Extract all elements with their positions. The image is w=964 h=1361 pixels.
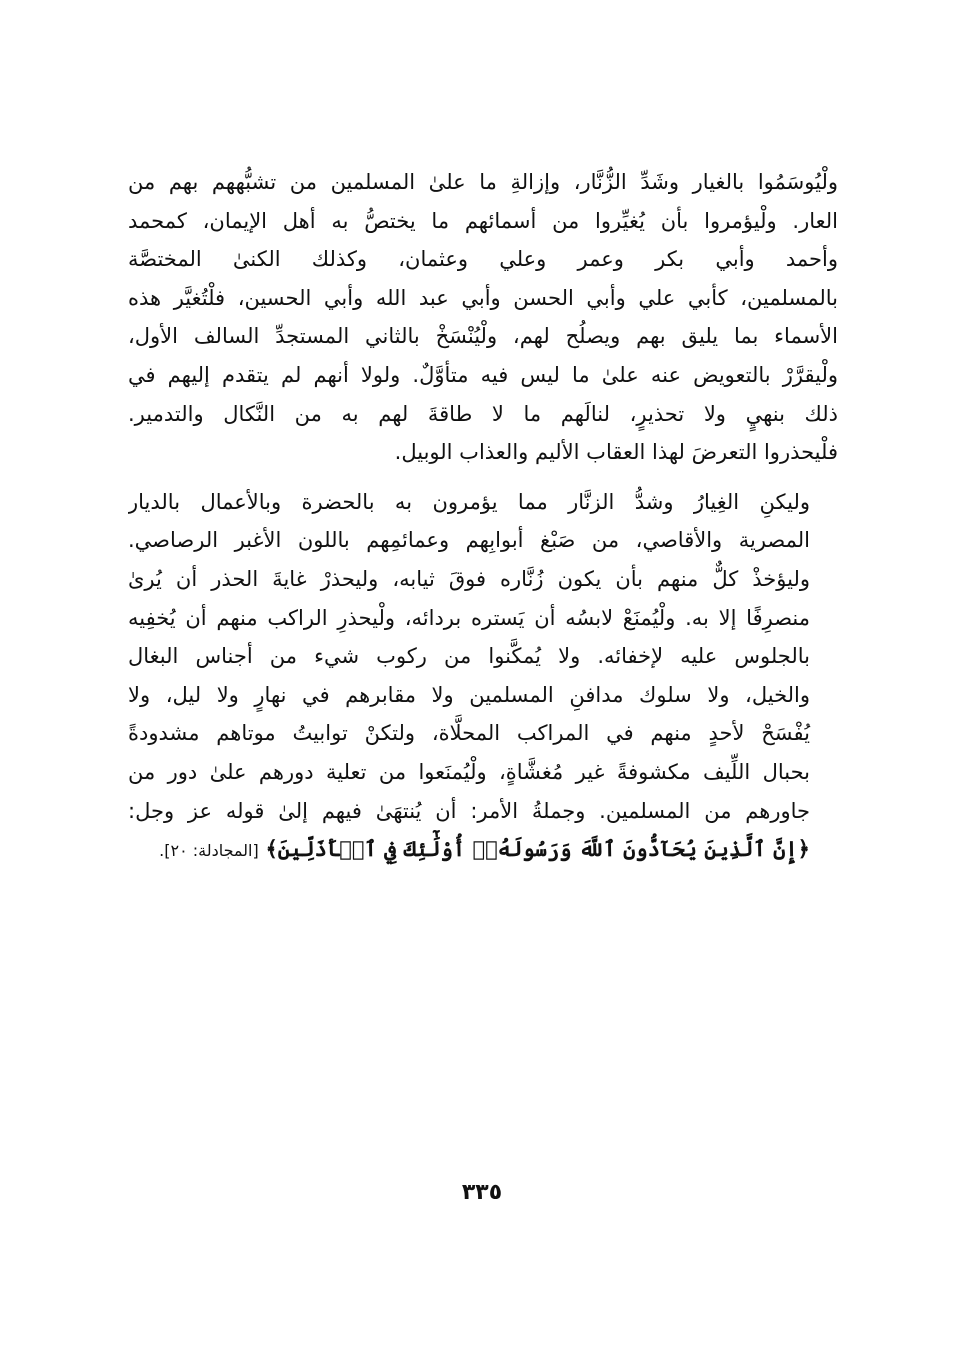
text-line: جاورهم من المسلمين. وجملةُ الأمر: أن يُنتهَىٰ فيهم إلىٰ قوله عز وجل:: [128, 798, 810, 823]
text-line: الأسماء بما يليق بهم ويصلُح لهم، ولْيُنْسَخْ بالثاني المستجدِّ السالف الأول،: [128, 324, 838, 349]
text-line: ولْيقرَّرْ بالتعويض عنه علىٰ ما ليس فيه متأوَّلٌ. ولولا أنهم لم يتقدم إليهم في: [128, 362, 838, 387]
text-line: يُفْسَحْ لأحدٍ منهم في المراكب المحلَّاة، ولتكنْ توابيتُ موتاهم مشدودةً: [128, 721, 810, 746]
page-number: ٣٣٥: [461, 1180, 503, 1205]
text-line: وأحمد وأبي بكر وعمر وعلي وعثمان، وكذلك الكنىٰ المختصَّة: [128, 247, 838, 272]
text-line: بالمسلمين، كأبي علي وأبي الحسن وأبي عبد الله وأبي الحسين، فلْتُغيَّر هذه: [128, 285, 838, 310]
text-line: بالجلوس عليه لإخفائه. ولا يُمكَّنوا من ركوب شيء من أجناس البغال: [128, 644, 810, 669]
verse-citation: [المجادلة: ٢٠].: [159, 841, 259, 861]
text-line: والخيل، ولا سلوك مدافنِ المسلمين ولا مقابرهم في نهارٍ ولا ليل، ولا: [128, 682, 810, 707]
text-line: بحبال اللِّيف مكشوفةً غير مُغشَّاةٍ، ولْيُمنَعوا من تعلية دورهم علىٰ دور من: [128, 759, 810, 784]
text-line: العار. ولْيؤمروا بأن يُغيِّروا من أسمائهم ما يختصُّ به أهل الإيمان، كمحمد: [128, 208, 838, 233]
body-text: [128, 163, 838, 871]
text-line: وليؤخذْ كلٌّ منهم بأن يكون زُنَّاره فوقَ ثيابه، وليحذرْ غايةَ الحذر أن يُرىٰ: [128, 566, 810, 591]
text-line: فلْيحذروا التعرضَ لهذا العقاب الأليم والعذاب الوبيل.: [394, 440, 838, 465]
text-line: وليكنِ الغِيارُ وشدُّ الزنَّار مما يؤمرون به بالحضرة وبالأعمال بالديار: [128, 489, 810, 514]
paragraph-2: [128, 483, 838, 871]
paragraph-1: [128, 163, 838, 472]
text-line: ولْيُوسَمُوا بالغيار وشَدِّ الزُّنَّار، وإزالةِ ما علىٰ المسلمين من تشبُّههم بهم من: [128, 170, 838, 194]
text-line: منصرِفًا إلا به. ولْيُمنَعْ لابسُه أن يَستره بردائه، ولْيحذرِ الراكب منهم أن يُخفِيه: [128, 605, 810, 630]
verse-line: [128, 830, 838, 871]
text-line: ذلك بنهيٍ ولا تحذيرٍ، لنالَهم ما لا طاقةَ لهم به من النَّكال والتدمير.: [128, 401, 838, 426]
quran-verse: ﴿إِنَّ ٱلَّذِينَ يُحَآدُّونَ ٱللَّهَ وَرَسُولَهُۥٓ أُوْلَٰٓئِكَ فِي ٱلۡأَذَلِّينَ﴾: [265, 836, 810, 862]
text-line: المصرية والأقاصي، من صَبْغ أبوابِهم وعمائمِهم باللون الأغبر الرصاصي.: [128, 528, 810, 553]
